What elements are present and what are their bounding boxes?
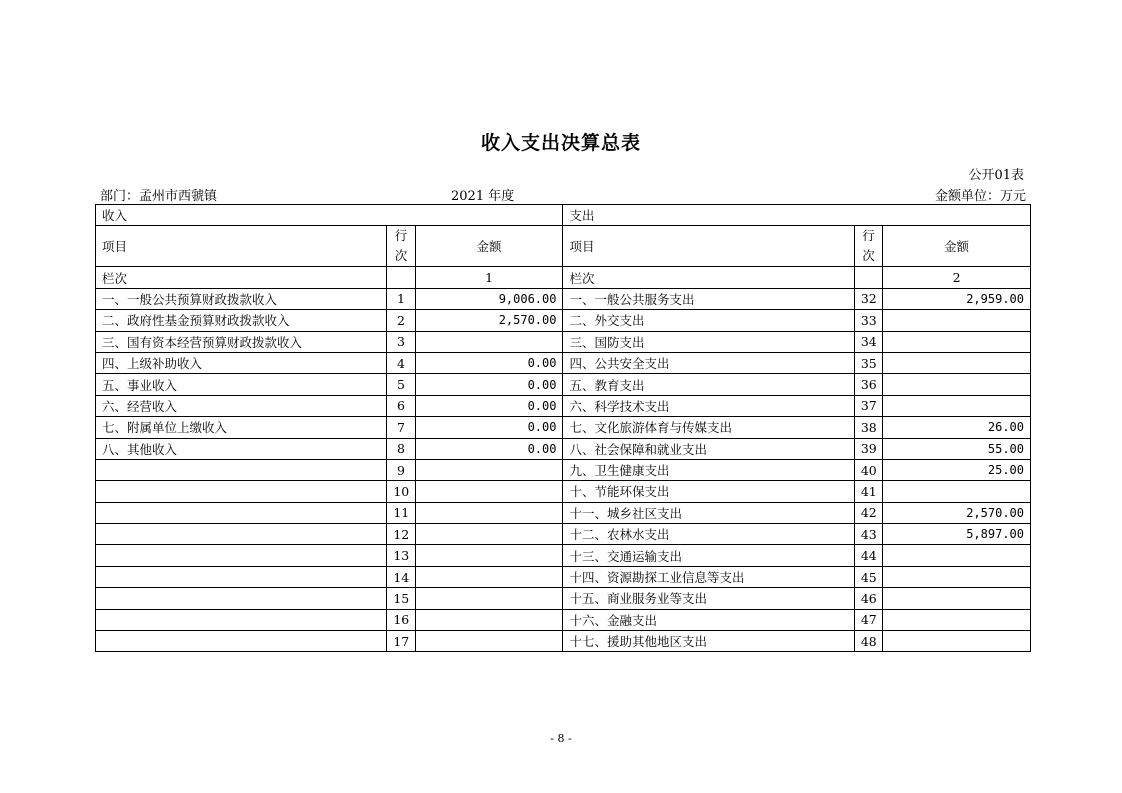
expense-item-header: 项目 bbox=[563, 226, 854, 267]
income-line-cell: 15 bbox=[387, 588, 415, 609]
income-item-cell: 一、一般公共预算财政拨款收入 bbox=[96, 288, 387, 309]
expense-item-cell: 十二、农林水支出 bbox=[563, 524, 854, 545]
expense-line-cell: 39 bbox=[854, 438, 882, 459]
expense-line-cell: 41 bbox=[854, 481, 882, 502]
expense-line-cell: 48 bbox=[854, 631, 882, 652]
expense-amount-cell: 55.00 bbox=[883, 438, 1031, 459]
line-header-bottom: 次 bbox=[862, 248, 875, 264]
income-line-cell: 8 bbox=[387, 438, 415, 459]
expense-item-cell: 十七、援助其他地区支出 bbox=[563, 631, 854, 652]
table-row bbox=[96, 374, 1031, 395]
income-line-cell: 7 bbox=[387, 417, 415, 438]
expense-line-cell: 37 bbox=[854, 395, 882, 416]
income-amount-cell: 0.00 bbox=[415, 352, 563, 373]
income-amount-cell bbox=[415, 331, 563, 352]
expense-amount-cell: 2,570.00 bbox=[883, 502, 1031, 523]
expense-item-cell: 二、外交支出 bbox=[563, 310, 854, 331]
income-item-cell bbox=[96, 609, 387, 630]
income-amount-header: 金额 bbox=[415, 226, 563, 267]
section-expense: 支出 bbox=[563, 205, 1031, 226]
page-title: 收入支出决算总表 bbox=[480, 132, 641, 154]
expense-amount-cell bbox=[883, 631, 1031, 652]
expense-amount-cell bbox=[883, 331, 1031, 352]
line-header-top: 行 bbox=[862, 228, 875, 244]
income-line-cell: 2 bbox=[387, 310, 415, 331]
income-line-cell: 11 bbox=[387, 502, 415, 523]
column-header-row bbox=[96, 226, 1031, 267]
expense-item-cell: 十一、城乡社区支出 bbox=[563, 502, 854, 523]
income-item-cell: 二、政府性基金预算财政拨款收入 bbox=[96, 310, 387, 331]
expense-amount-cell bbox=[883, 310, 1031, 331]
line-header-bottom: 次 bbox=[394, 248, 408, 264]
column-number-label: 栏次 bbox=[563, 267, 854, 288]
income-amount-cell: 2,570.00 bbox=[415, 310, 563, 331]
table-row bbox=[96, 481, 1031, 502]
table-row bbox=[96, 459, 1031, 480]
expense-item-cell: 十三、交通运输支出 bbox=[563, 545, 854, 566]
income-item-cell: 四、上级补助收入 bbox=[96, 352, 387, 373]
line-header-top: 行 bbox=[394, 228, 408, 244]
income-item-cell bbox=[96, 545, 387, 566]
expense-item-cell: 九、卫生健康支出 bbox=[563, 459, 854, 480]
income-amount-cell bbox=[415, 545, 563, 566]
form-number: 公开01表 bbox=[968, 168, 1024, 183]
table-row bbox=[96, 395, 1031, 416]
expense-amount-cell bbox=[883, 588, 1031, 609]
expense-amount-cell bbox=[883, 481, 1031, 502]
income-amount-cell bbox=[415, 502, 563, 523]
income-amount-cell bbox=[415, 481, 563, 502]
expense-item-cell: 五、教育支出 bbox=[563, 374, 854, 395]
table-row bbox=[96, 417, 1031, 438]
income-amount-cell bbox=[415, 588, 563, 609]
section-income: 收入 bbox=[96, 205, 563, 226]
income-item-cell bbox=[96, 524, 387, 545]
expense-amount-cell: 5,897.00 bbox=[883, 524, 1031, 545]
income-item-cell bbox=[96, 566, 387, 587]
expense-line-cell: 36 bbox=[854, 374, 882, 395]
income-amount-cell bbox=[415, 609, 563, 630]
income-amount-cell bbox=[415, 631, 563, 652]
column-number-row bbox=[96, 267, 1031, 288]
table-row bbox=[96, 588, 1031, 609]
income-line-cell: 1 bbox=[387, 288, 415, 309]
income-amount-cell: 0.00 bbox=[415, 395, 563, 416]
income-line-cell: 3 bbox=[387, 331, 415, 352]
expense-line-cell: 35 bbox=[854, 352, 882, 373]
expense-item-cell: 十五、商业服务业等支出 bbox=[563, 588, 854, 609]
table-row bbox=[96, 331, 1031, 352]
expense-line-cell: 33 bbox=[854, 310, 882, 331]
income-item-cell: 八、其他收入 bbox=[96, 438, 387, 459]
expense-line-cell: 46 bbox=[854, 588, 882, 609]
expense-item-cell: 一、一般公共服务支出 bbox=[563, 288, 854, 309]
page-number: - 8 - bbox=[550, 732, 572, 745]
income-column-number: 1 bbox=[415, 267, 563, 288]
expense-line-header bbox=[854, 226, 882, 267]
expense-line-cell: 40 bbox=[854, 459, 882, 480]
income-line-cell: 5 bbox=[387, 374, 415, 395]
income-line-cell: 10 bbox=[387, 481, 415, 502]
income-amount-cell: 0.00 bbox=[415, 417, 563, 438]
expense-item-cell: 三、国防支出 bbox=[563, 331, 854, 352]
income-amount-cell: 0.00 bbox=[415, 438, 563, 459]
expense-amount-cell: 25.00 bbox=[883, 459, 1031, 480]
income-amount-cell bbox=[415, 566, 563, 587]
table-row bbox=[96, 566, 1031, 587]
income-amount-cell: 9,006.00 bbox=[415, 288, 563, 309]
table-row bbox=[96, 310, 1031, 331]
expense-amount-cell bbox=[883, 545, 1031, 566]
table-row bbox=[96, 438, 1031, 459]
expense-amount-cell: 26.00 bbox=[883, 417, 1031, 438]
income-line-cell: 17 bbox=[387, 631, 415, 652]
section-header-row bbox=[96, 205, 1031, 226]
expense-amount-cell bbox=[883, 566, 1031, 587]
column-number-blank bbox=[854, 267, 882, 288]
expense-item-cell: 四、公共安全支出 bbox=[563, 352, 854, 373]
department-label: 部门：孟州市西虢镇 bbox=[100, 189, 218, 204]
income-item-cell bbox=[96, 459, 387, 480]
expense-line-cell: 42 bbox=[854, 502, 882, 523]
expense-amount-header: 金额 bbox=[883, 226, 1031, 267]
table-row bbox=[96, 631, 1031, 652]
income-item-cell bbox=[96, 588, 387, 609]
income-item-cell bbox=[96, 502, 387, 523]
income-line-header bbox=[387, 226, 415, 267]
income-amount-cell bbox=[415, 459, 563, 480]
income-line-cell: 12 bbox=[387, 524, 415, 545]
income-item-cell: 六、经营收入 bbox=[96, 395, 387, 416]
table-row bbox=[96, 288, 1031, 309]
expense-amount-cell bbox=[883, 374, 1031, 395]
fiscal-year: 2021 年度 bbox=[451, 189, 515, 204]
income-item-header: 项目 bbox=[96, 226, 387, 267]
amount-unit: 金额单位：万元 bbox=[934, 189, 1026, 204]
income-line-cell: 14 bbox=[387, 566, 415, 587]
income-line-cell: 16 bbox=[387, 609, 415, 630]
expense-item-cell: 八、社会保障和就业支出 bbox=[563, 438, 854, 459]
meta-row bbox=[96, 185, 1030, 203]
income-item-cell: 五、事业收入 bbox=[96, 374, 387, 395]
expense-amount-cell bbox=[883, 609, 1031, 630]
expense-line-cell: 43 bbox=[854, 524, 882, 545]
income-item-cell: 七、附属单位上缴收入 bbox=[96, 417, 387, 438]
income-amount-cell bbox=[415, 524, 563, 545]
income-item-cell: 三、国有资本经营预算财政拨款收入 bbox=[96, 331, 387, 352]
column-number-blank bbox=[387, 267, 415, 288]
income-line-cell: 9 bbox=[387, 459, 415, 480]
expense-line-cell: 44 bbox=[854, 545, 882, 566]
column-number-label: 栏次 bbox=[96, 267, 387, 288]
expense-amount-cell bbox=[883, 352, 1031, 373]
table-row bbox=[96, 609, 1031, 630]
expense-column-number: 2 bbox=[883, 267, 1031, 288]
table-row bbox=[96, 524, 1031, 545]
expense-line-cell: 38 bbox=[854, 417, 882, 438]
table-row bbox=[96, 545, 1031, 566]
expense-item-cell: 七、文化旅游体育与传媒支出 bbox=[563, 417, 854, 438]
expense-line-cell: 34 bbox=[854, 331, 882, 352]
income-amount-cell: 0.00 bbox=[415, 374, 563, 395]
expense-amount-cell: 2,959.00 bbox=[883, 288, 1031, 309]
income-line-cell: 4 bbox=[387, 352, 415, 373]
table-row bbox=[96, 502, 1031, 523]
expense-line-cell: 45 bbox=[854, 566, 882, 587]
income-line-cell: 6 bbox=[387, 395, 415, 416]
table-row bbox=[96, 352, 1031, 373]
budget-table bbox=[95, 204, 1031, 652]
expense-amount-cell bbox=[883, 395, 1031, 416]
expense-item-cell: 十、节能环保支出 bbox=[563, 481, 854, 502]
expense-line-cell: 47 bbox=[854, 609, 882, 630]
expense-item-cell: 六、科学技术支出 bbox=[563, 395, 854, 416]
income-item-cell bbox=[96, 481, 387, 502]
expense-item-cell: 十四、资源勘探工业信息等支出 bbox=[563, 566, 854, 587]
expense-item-cell: 十六、金融支出 bbox=[563, 609, 854, 630]
income-line-cell: 13 bbox=[387, 545, 415, 566]
income-item-cell bbox=[96, 631, 387, 652]
expense-line-cell: 32 bbox=[854, 288, 882, 309]
